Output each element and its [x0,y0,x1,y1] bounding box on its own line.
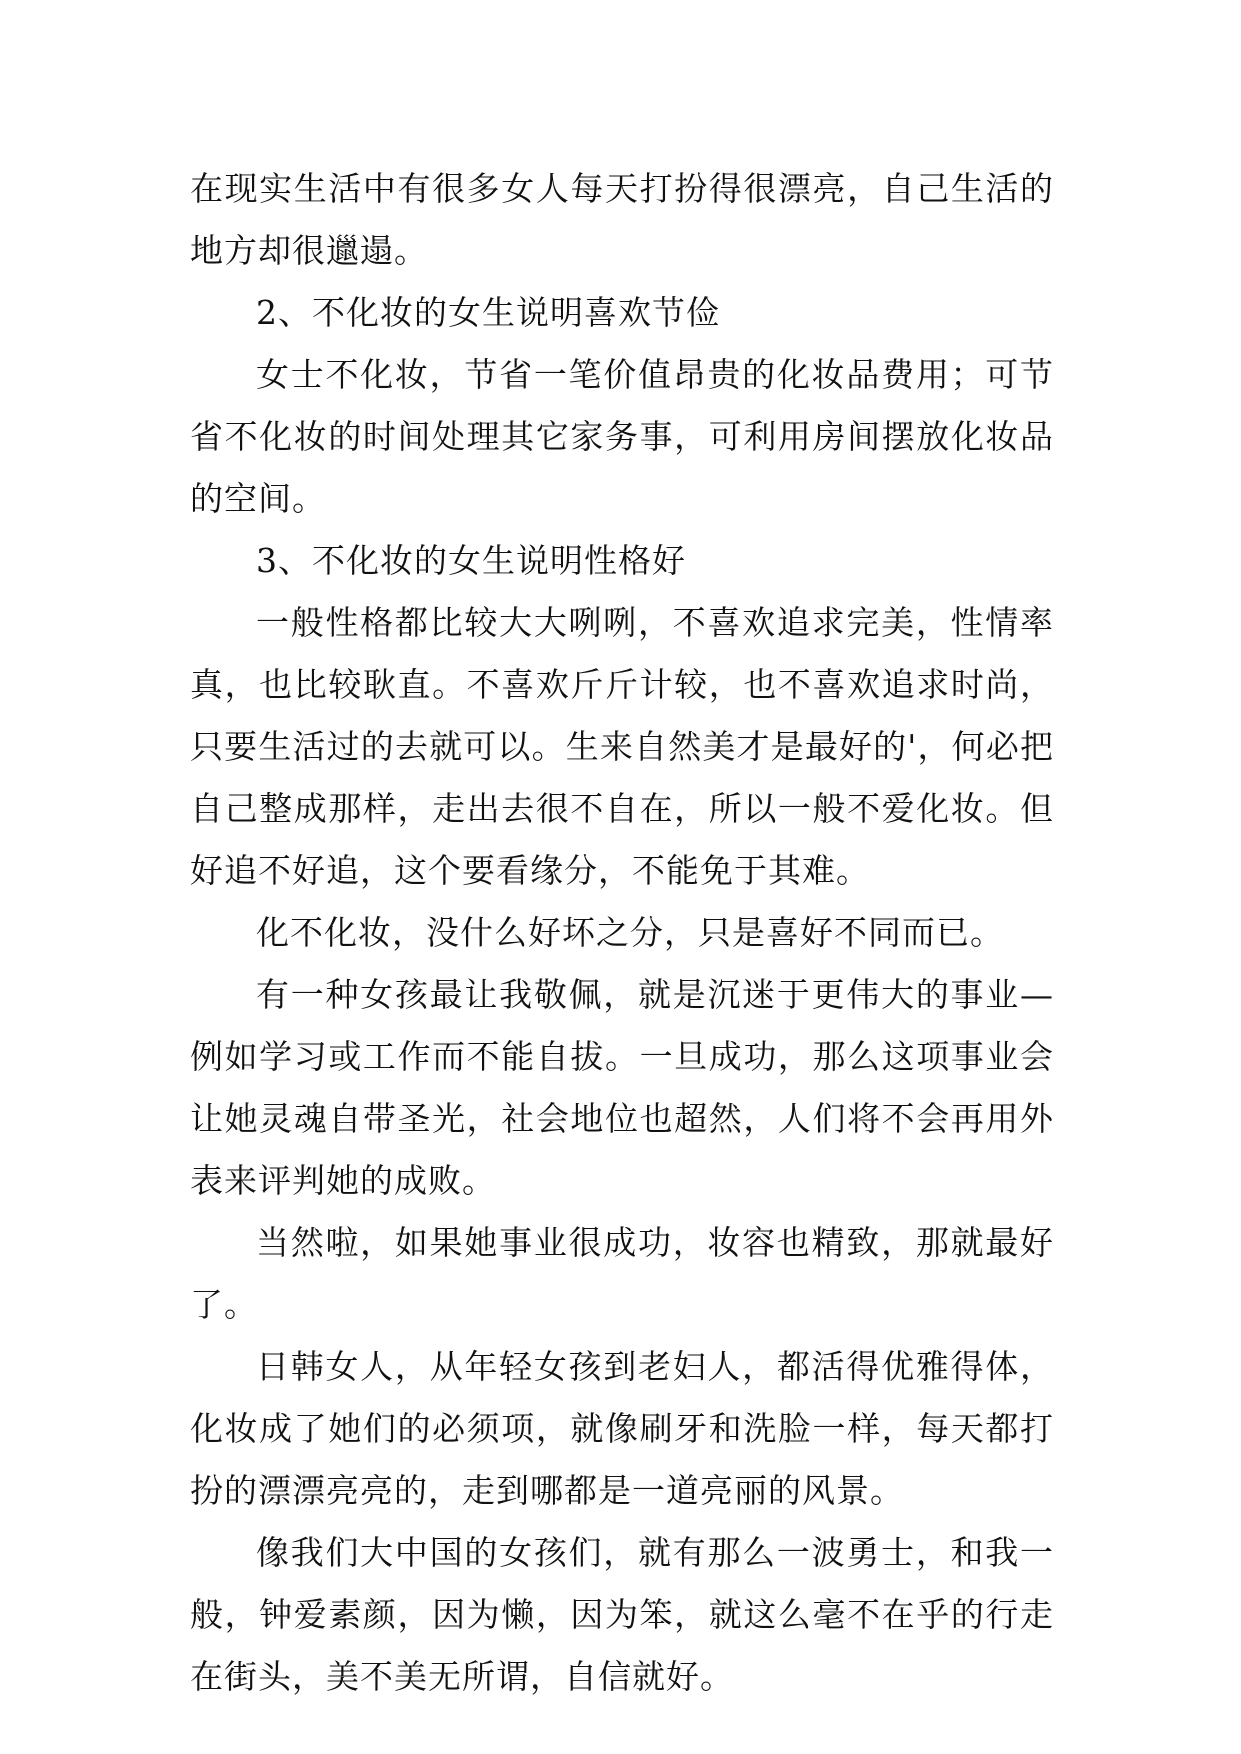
paragraph-7: 有一种女孩最让我敬佩，就是沉迷于更伟大的事业—例如学习或工作而不能自拔。一旦成功，那么这项事业会让她灵魂自带圣光，社会地位也超然，人们将不会再用外表来评判她的成败。 [190,975,1054,1200]
document-body [190,158,1054,1708]
section-heading-2: 2、不化妆的女生说明喜欢节俭 [256,293,720,332]
paragraph-9: 日韩女人，从年轻女孩到老妇人，都活得优雅得体，化妆成了她们的必须项，就像刷牙和洗脸一样，每天都打扮的漂漂亮亮的，走到哪都是一道亮丽的风景。 [190,1347,1054,1510]
paragraph-8: 当然啦，如果她事业很成功，妆容也精致，那就最好了。 [190,1223,1054,1324]
paragraph-5: 一般性格都比较大大咧咧，不喜欢追求完美，性情率真，也比较耿直。不喜欢斤斤计较，也不喜欢追求时尚，只要生活过的去就可以。生来自然美才是最好的'，何必把自己整成那样，走出去很不自在，所以一般不爱化妆。但好追不好追，这个要看缘分，不能免于其难。 [190,603,1054,890]
paragraph-3: 女士不化妆，节省一笔价值昂贵的化妆品费用；可节省不化妆的时间处理其它家务事，可利用房间摆放化妆品的空间。 [190,355,1054,518]
paragraph-6: 化不化妆，没什么好坏之分，只是喜好不同而已。 [256,913,1004,952]
paragraph-1: 在现实生活中有很多女人每天打扮得很漂亮，自己生活的地方却很邋遢。 [190,169,1054,270]
section-heading-3: 3、不化妆的女生说明性格好 [256,541,686,580]
paragraph-10: 像我们大中国的女孩们，就有那么一波勇士，和我一般，钟爱素颜，因为懒，因为笨，就这么毫不在乎的行走在街头，美不美无所谓，自信就好。 [190,1533,1054,1696]
